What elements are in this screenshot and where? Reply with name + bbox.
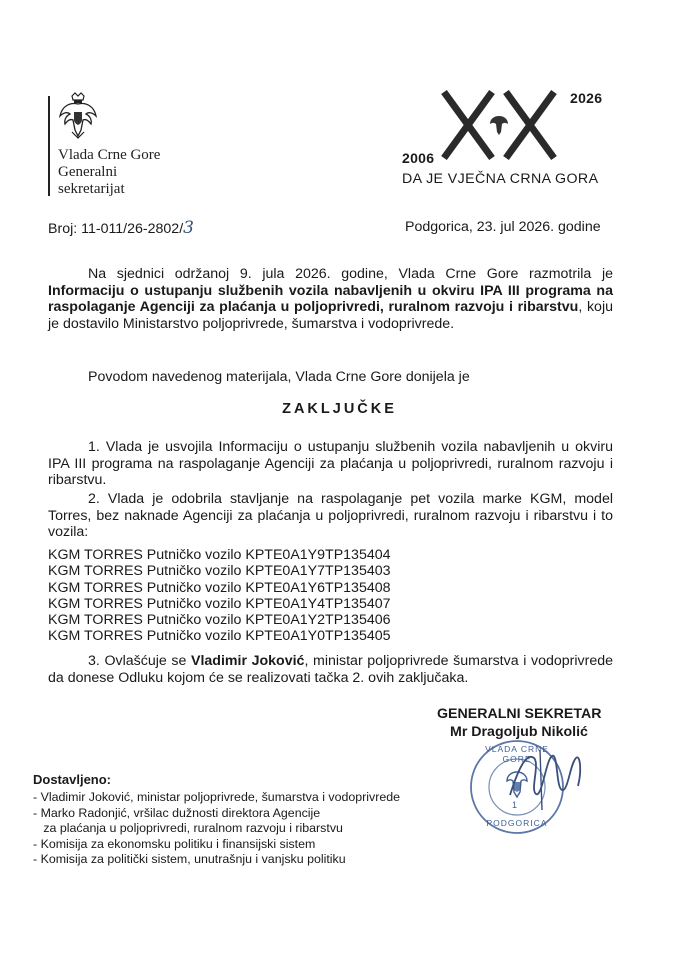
logo-year-end: 2026	[570, 90, 603, 106]
handwritten-signature	[500, 740, 590, 820]
institution-line-3: sekretarijat	[58, 181, 125, 197]
logo-year-start: 2006	[402, 150, 435, 166]
vehicle-item: KGM TORRES Putničko vozilo KPTE0A1Y9TP135404	[48, 547, 391, 563]
distribution-item: - Komisija za ekonomsku politiku i finansijski sistem	[33, 836, 316, 851]
conclusion-2: 2. Vlada je odobrila stavljanje na raspolaganje pet vozila marke KGM, model Torres, bez naknade Agenciji za plaćanja u poljoprivredi, ruralnom razvoju i ribarstvu i to vozila:	[48, 491, 613, 540]
document-number-handwritten: 3	[183, 218, 194, 238]
vehicle-item: KGM TORRES Putničko vozilo KPTE0A1Y2TP135406	[48, 612, 391, 629]
conclusion-1: 1. Vlada je usvojila Informaciju o ustupanju službenih vozila nabavljenih u okviru IPA III programa na raspolaganje Agenciji za plaćanja u poljoprivredi, ruralnom razvoju i ribarstvu.	[48, 439, 613, 488]
institution-line-1: Vlada Crne Gore	[58, 147, 161, 163]
intro-paragraph	[48, 266, 613, 332]
conclusions-heading: ZAKLJUČKE	[282, 401, 397, 417]
header-rule	[48, 96, 50, 196]
vehicle-item: KGM TORRES Putničko vozilo KPTE0A1Y0TP135405	[48, 628, 391, 645]
conclusion-3-text-end: , ministar poljoprivrede šumarstva i vodoprivrede da donese Odluku kojom će se realizovati tačka 2. ovih zaključaka.	[48, 653, 614, 686]
vehicle-item: KGM TORRES Putničko vozilo KPTE0A1Y6TP135408	[48, 579, 391, 596]
stamp-text-bottom: PODGORICA	[486, 818, 548, 828]
anniversary-logo	[400, 86, 615, 194]
vehicle-item: KGM TORRES Putničko vozilo KPTE0A1Y7TP135403	[48, 563, 391, 580]
institution-line-2: Generalni	[58, 164, 118, 180]
intro-line-3: Povodom navedenog materijala, Vlada Crne Gore donijela je	[88, 369, 470, 385]
vehicle-list	[48, 547, 391, 645]
distribution-item: - Komisija za politički sistem, unutrašnju i vanjsku politiku	[33, 852, 346, 866]
distribution-item: za plaćanja u poljoprivredi, ruralnom razvoju i ribarstvu	[33, 821, 343, 835]
logo-slogan: DA JE VJEČNA CRNA GORA	[402, 171, 599, 187]
distribution-heading: Dostavljeno:	[33, 772, 112, 787]
document-number	[48, 220, 194, 238]
signature-name: Mr Dragoljub Nikolić	[450, 724, 588, 740]
distribution-item: - Marko Radonjić, vršilac dužnosti direktora Agencije	[33, 805, 321, 820]
vehicle-item: KGM TORRES Putničko vozilo KPTE0A1Y4TP135407	[48, 595, 391, 612]
conclusion-3	[48, 653, 613, 686]
conclusion-3-text: 3. Ovlašćuje se	[88, 653, 191, 669]
signature-title: GENERALNI SEKRETAR	[437, 706, 602, 722]
institution-name	[58, 147, 160, 198]
intro-text: Na sjednici održanoj 9. jula 2026. godine, Vlada Crne Gore razmotrila je	[88, 266, 613, 282]
stamp-number: 1	[512, 800, 518, 810]
distribution-list	[33, 790, 400, 868]
document-number-label: Broj: 11-011/26-2802/	[48, 221, 184, 237]
stamp-text-top: VLADA CRNE GORE	[485, 744, 549, 764]
intro-text-end: , koju je dostavilo Ministarstvo poljoprivrede, šumarstva i vodoprivrede.	[48, 299, 613, 332]
conclusion-3-minister: Vladimir Joković	[190, 653, 305, 669]
coat-of-arms-icon	[58, 92, 98, 140]
distribution-item: - Vladimir Joković, ministar poljoprivrede, šumarstva i vodoprivrede	[33, 790, 401, 804]
intro-material-title: Informaciju o ustupanju službenih vozila nabavljenih u okviru IPA III programa na raspolaganje Agenciji za plaćanja u poljoprivredi, ruralnom razvoju i ribarstvu	[48, 282, 613, 315]
place-date: Podgorica, 23. jul 2026. godine	[405, 219, 601, 235]
